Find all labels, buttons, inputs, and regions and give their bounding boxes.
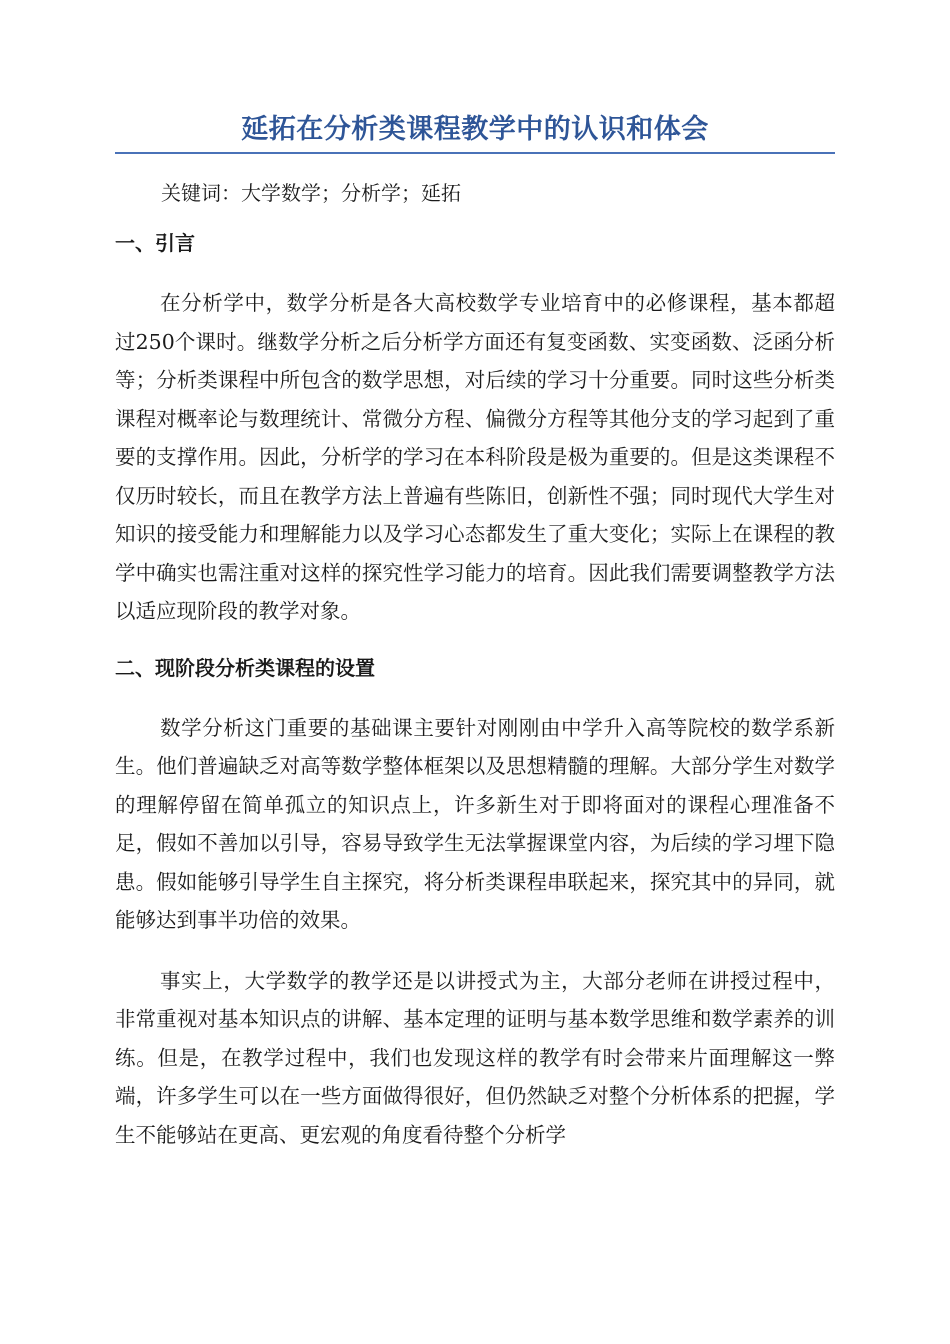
paragraph: 在分析学中，数学分析是各大高校数学专业培育中的必修课程，基本都超过250个课时。继数学分析之后分析学方面还有复变函数、实变函数、泛函分析等；分析类课程中所包含的数学思想，对后续的学习十分重要。同时这些分析类课程对概率论与数理统计、常微分方程、偏微分方程等其他分支的学习起到了重要的支撑作用。因此，分析学的学习在本科阶段是极为重要的。但是这类课程不仅历时较长，而且在教学方法上普遍有些陈旧，创新性不强；同时现代大学生对知识的接受能力和理解能力以及学习心态都发生了重大变化；实际上在课程的教学中确实也需注重对这样的探究性学习能力的培育。因此我们需要调整教学方法以适应现阶段的教学对象。: [115, 291, 835, 623]
section-heading-course-setup: 二、现阶段分析类课程的设置: [115, 655, 375, 680]
document-page: [115, 110, 835, 1154]
paragraph: 事实上，大学数学的教学还是以讲授式为主，大部分老师在讲授过程中，非常重视对基本知识点的讲解、基本定理的证明与基本数学思维和数学素养的训练。但是，在教学过程中，我们也发现这样的教学有时会带来片面理解这一弊端，许多学生可以在一些方面做得很好，但仍然缺乏对整个分析体系的把握，学生不能够站在更高、更宏观的角度看待整个分析学: [115, 968, 835, 1147]
section-heading-introduction: 一、引言: [115, 231, 195, 255]
document-title: 延拓在分析类课程教学中的认识和体会: [115, 110, 835, 154]
keywords-line: 关键词：大学数学；分析学；延拓: [161, 181, 461, 205]
paragraph: 数学分析这门重要的基础课主要针对刚刚由中学升入高等院校的数学系新生。他们普遍缺乏对高等数学整体框架以及思想精髓的理解。大部分学生对数学的理解停留在简单孤立的知识点上，许多新生对于即将面对的课程心理准备不足，假如不善加以引导，容易导致学生无法掌握课堂内容，为后续的学习埋下隐患。假如能够引导学生自主探究，将分析类课程串联起来，探究其中的异同，就能够达到事半功倍的效果。: [115, 715, 835, 932]
